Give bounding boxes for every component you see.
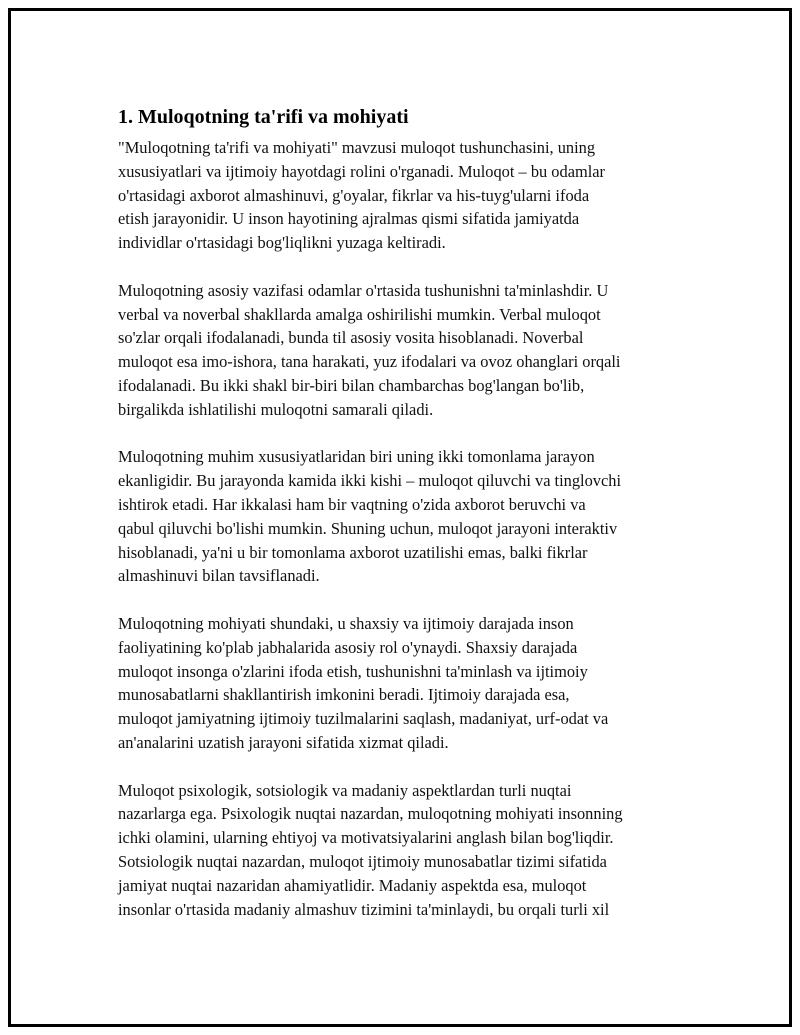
document-page [8, 8, 792, 1027]
paragraph-4: Muloqotning mohiyati shundaki, u shaxsiy va ijtimoiy darajada inson faoliyatining ko'plab jabhalarida asosiy rol o'ynaydi. Shaxsiy darajada muloqot insonga o'zlarini ifoda etish, tushunishni ta'minlash va ijtimoiy munosabatlarni shakllantirish imkonini beradi. Ijtimoiy darajada esa, muloqot jamiyatning ijtimoiy tuzilmalarini saqlash, madaniyat, urf-odat va an'analarini uzatish jarayoni sifatida xizmat qiladi. [118, 613, 609, 752]
section-heading: 1. Muloqotning ta'rifi va mohiyati [118, 106, 409, 128]
paragraph-3: Muloqotning muhim xususiyatlaridan biri uning ikki tomonlama jarayon ekanligidir. Bu jarayonda kamida ikki kishi – muloqot qiluvchi va tinglovchi ishtirok etadi. Har ikkalasi ham bir vaqtning o'zida axborot beruvchi va qabul qiluvchi bo'lishi mumkin. Shuning uchun, muloqot jarayoni interaktiv hisoblanadi, ya'ni u bir tomonlama axborot uzatilishi emas, balki fikrlar almashinuvi bilan tavsiflanadi. [118, 447, 622, 586]
paragraph-1: "Muloqotning ta'rifi va mohiyati" mavzusi muloqot tushunchasini, uning xususiyatlari va ijtimoiy hayotdagi rolini o'rganadi. Muloqot – bu odamlar o'rtasidagi axborot almashinuvi, g'oyalar, fikrlar va his-tuyg'ularni ifoda etish jarayonidir. U inson hayotining ajralmas qismi sifatida jamiyatda individlar o'rtasidagi bog'liqlikni yuzaga keltiradi. [118, 138, 606, 253]
paragraph-2: Muloqotning asosiy vazifasi odamlar o'rtasida tushunishni ta'minlashdir. U verbal va noverbal shakllarda amalga oshirilishi mumkin. Verbal muloqot so'zlar orqali ifodalanadi, bunda til asosiy vosita hisoblanadi. Noverbal muloqot esa imo-ishora, tana harakati, yuz ifodalari va ovoz ohanglari orqali ifodalanadi. Bu ikki shakl bir-biri bilan chambarchas bog'langan bo'lib, birgalikda ishlatilishi muloqotni samarali qiladi. [118, 280, 621, 419]
paragraph-5: Muloqot psixologik, sotsiologik va madaniy aspektlardan turli nuqtai nazarlarga ega. Psixologik nuqtai nazardan, muloqotning mohiyati insonning ichki olamini, ularning ehtiyoj va motivatsiyalarini anglash bilan bog'liqdir. Sotsiologik nuqtai nazardan, muloqot ijtimoiy munosabatlar tizimi sifatida jamiyat nuqtai nazaridan ahamiyatlidir. Madaniy aspektda esa, muloqot insonlar o'rtasida madaniy almashuv tizimini ta'minlaydi, bu orqali turli xil [118, 780, 623, 919]
document-body [118, 103, 708, 945]
